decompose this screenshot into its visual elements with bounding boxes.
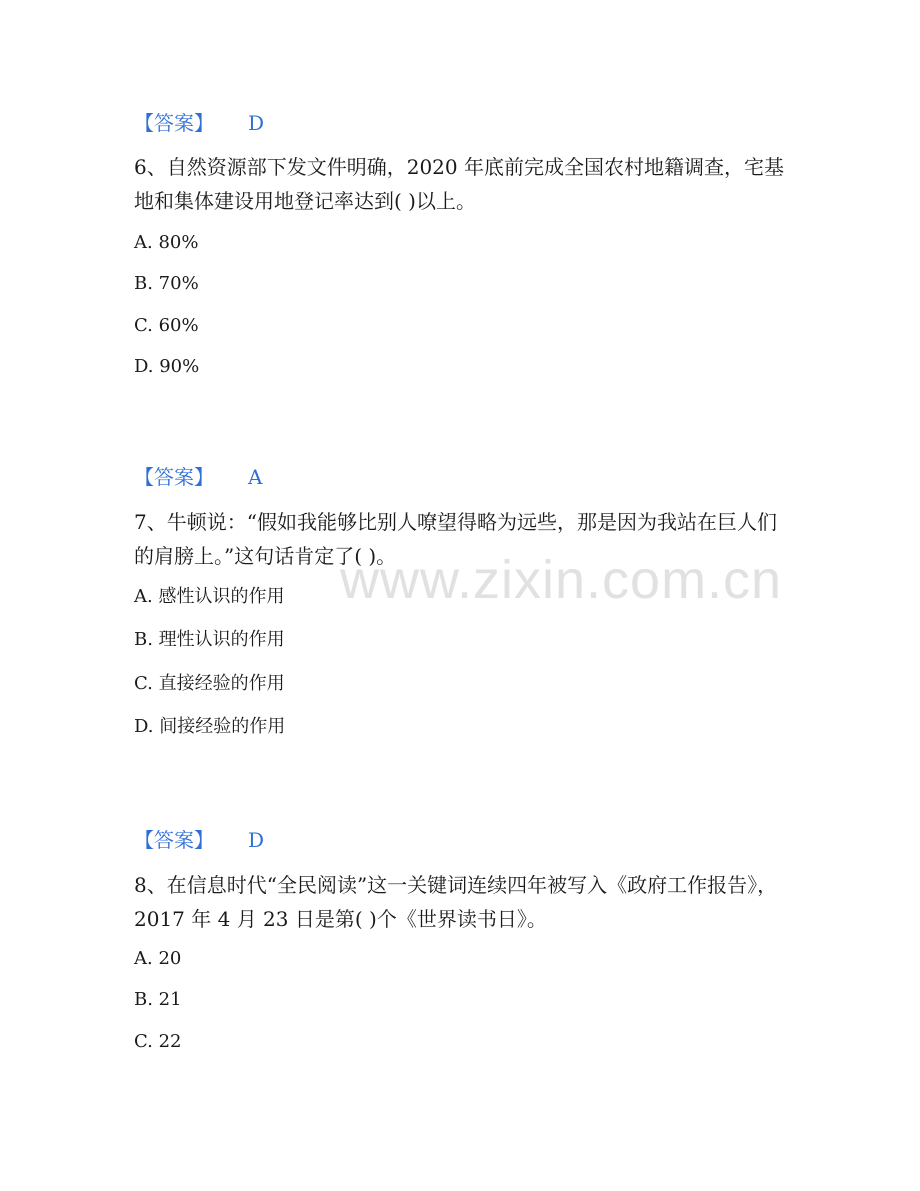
answer-label: 【答案】 xyxy=(134,828,214,852)
question-8-option-a: A. 20 xyxy=(134,948,182,969)
watermark: www.zixin.com.cn xyxy=(340,550,783,610)
answer-label: 【答案】 xyxy=(134,111,214,135)
answer-label: 【答案】 xyxy=(134,465,214,489)
answer-value: D xyxy=(248,828,265,852)
question-6-option-b: B. 70% xyxy=(134,273,199,294)
question-8-text: 8、在信息时代“全民阅读”这一关键词连续四年被写入《政府工作报告》，2017 年 4 月 23 日是第( )个《世界读书日》。 xyxy=(134,873,778,931)
answer-line-q7 xyxy=(134,828,264,852)
question-7-option-b: B. 理性认识的作用 xyxy=(134,629,285,650)
question-7-option-a: A. 感性认识的作用 xyxy=(134,586,285,607)
question-7-option-d: D. 间接经验的作用 xyxy=(134,716,286,737)
question-8-option-b: B. 21 xyxy=(134,989,182,1010)
question-8-option-c: C. 22 xyxy=(134,1031,182,1052)
answer-line-q5 xyxy=(134,111,264,135)
question-6-option-d: D. 90% xyxy=(134,356,200,377)
answer-value: A xyxy=(248,465,263,489)
answer-value: D xyxy=(248,111,265,135)
question-7-text: 7、牛顿说：“假如我能够比别人嘹望得略为远些，那是因为我站在巨人们的肩膀上。”这句话肯定了( )。 xyxy=(134,510,777,568)
question-6-option-a: A. 80% xyxy=(134,232,199,253)
question-6-text: 6、自然资源部下发文件明确，2020 年底前完成全国农村地籍调查，宅基地和集体建设用地登记率达到( )以上。 xyxy=(134,155,784,213)
question-7-option-c: C. 直接经验的作用 xyxy=(134,673,285,694)
answer-line-q6 xyxy=(134,465,262,489)
question-6-option-c: C. 60% xyxy=(134,315,199,336)
